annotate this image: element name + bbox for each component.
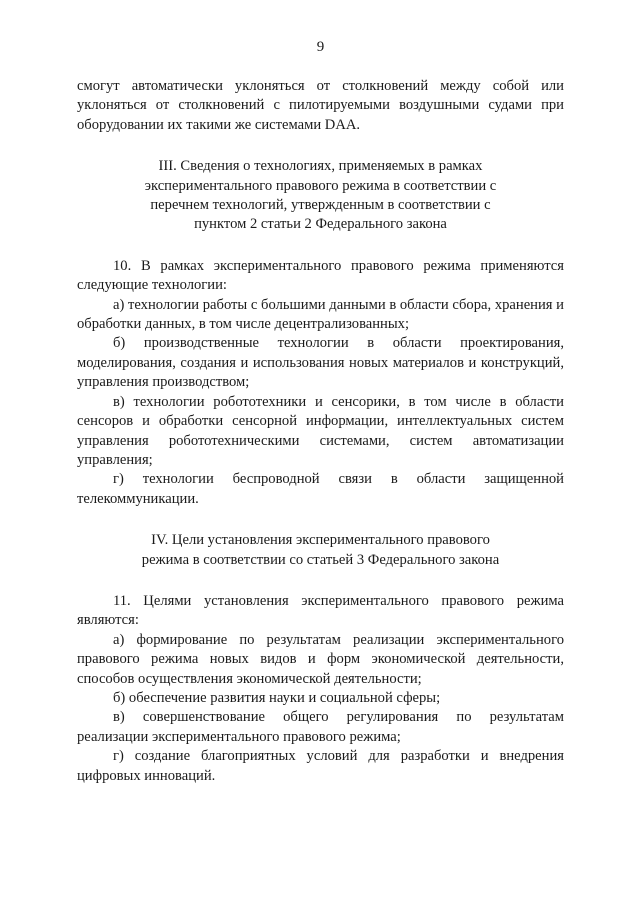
item-11-b: б) обеспечение развития науки и социальной сферы; <box>113 689 441 706</box>
page-number: 9 <box>316 39 325 55</box>
item-11-d: г) создание благоприятных условий для разработки и внедрения цифровых инноваций. <box>77 748 564 784</box>
item-10-a: а) технологии работы с большими данными в области сбора, хранения и обработки данных, в том числе децентрализованных; <box>77 296 564 333</box>
item-10: 10. В рамках экспериментального правового режима применяются следующие технологии: <box>77 257 564 294</box>
item-10-d: г) технологии беспроводной связи в области защищенной телекоммуникации. <box>77 471 564 507</box>
item-11: 11. Целями установления экспериментального правового режима являются: <box>77 592 564 629</box>
document-body <box>77 77 564 786</box>
intro-paragraph: смогут автоматически уклоняться от столкновений между собой или уклоняться от столкновений с пилотируемыми воздушными судами при оборудовании их такими же системами DAA. <box>77 78 564 133</box>
section-3-heading: III. Сведения о технологиях, применяемых в рамках экспериментального правового режима в соответствии с перечнем технологий, утвержденным в соответствии с пунктом 2 статьи 2 Федерального закона <box>144 158 497 233</box>
section-4-heading: IV. Цели установления экспериментального правового режима в соответствии со статьей 3 Федерального закона <box>141 532 500 568</box>
item-10-c: в) технологии робототехники и сенсорики, в том числе в области сенсоров и обработки сенсорной информации, интеллектуальных систем управления робототехническими системами, систем автоматизации управления; <box>77 393 564 468</box>
item-11-a: а) формирование по результатам реализации экспериментального правового режима новых видов и форм экономической деятельности, способов осуществления экономической деятельности; <box>77 631 564 687</box>
item-11-c: в) совершенствование общего регулирования по результатам реализации экспериментального правового режима; <box>77 709 564 745</box>
item-10-b: б) производственные технологии в области проектирования, моделирования, создания и использования новых материалов и конструкций, управления производством; <box>77 335 564 391</box>
